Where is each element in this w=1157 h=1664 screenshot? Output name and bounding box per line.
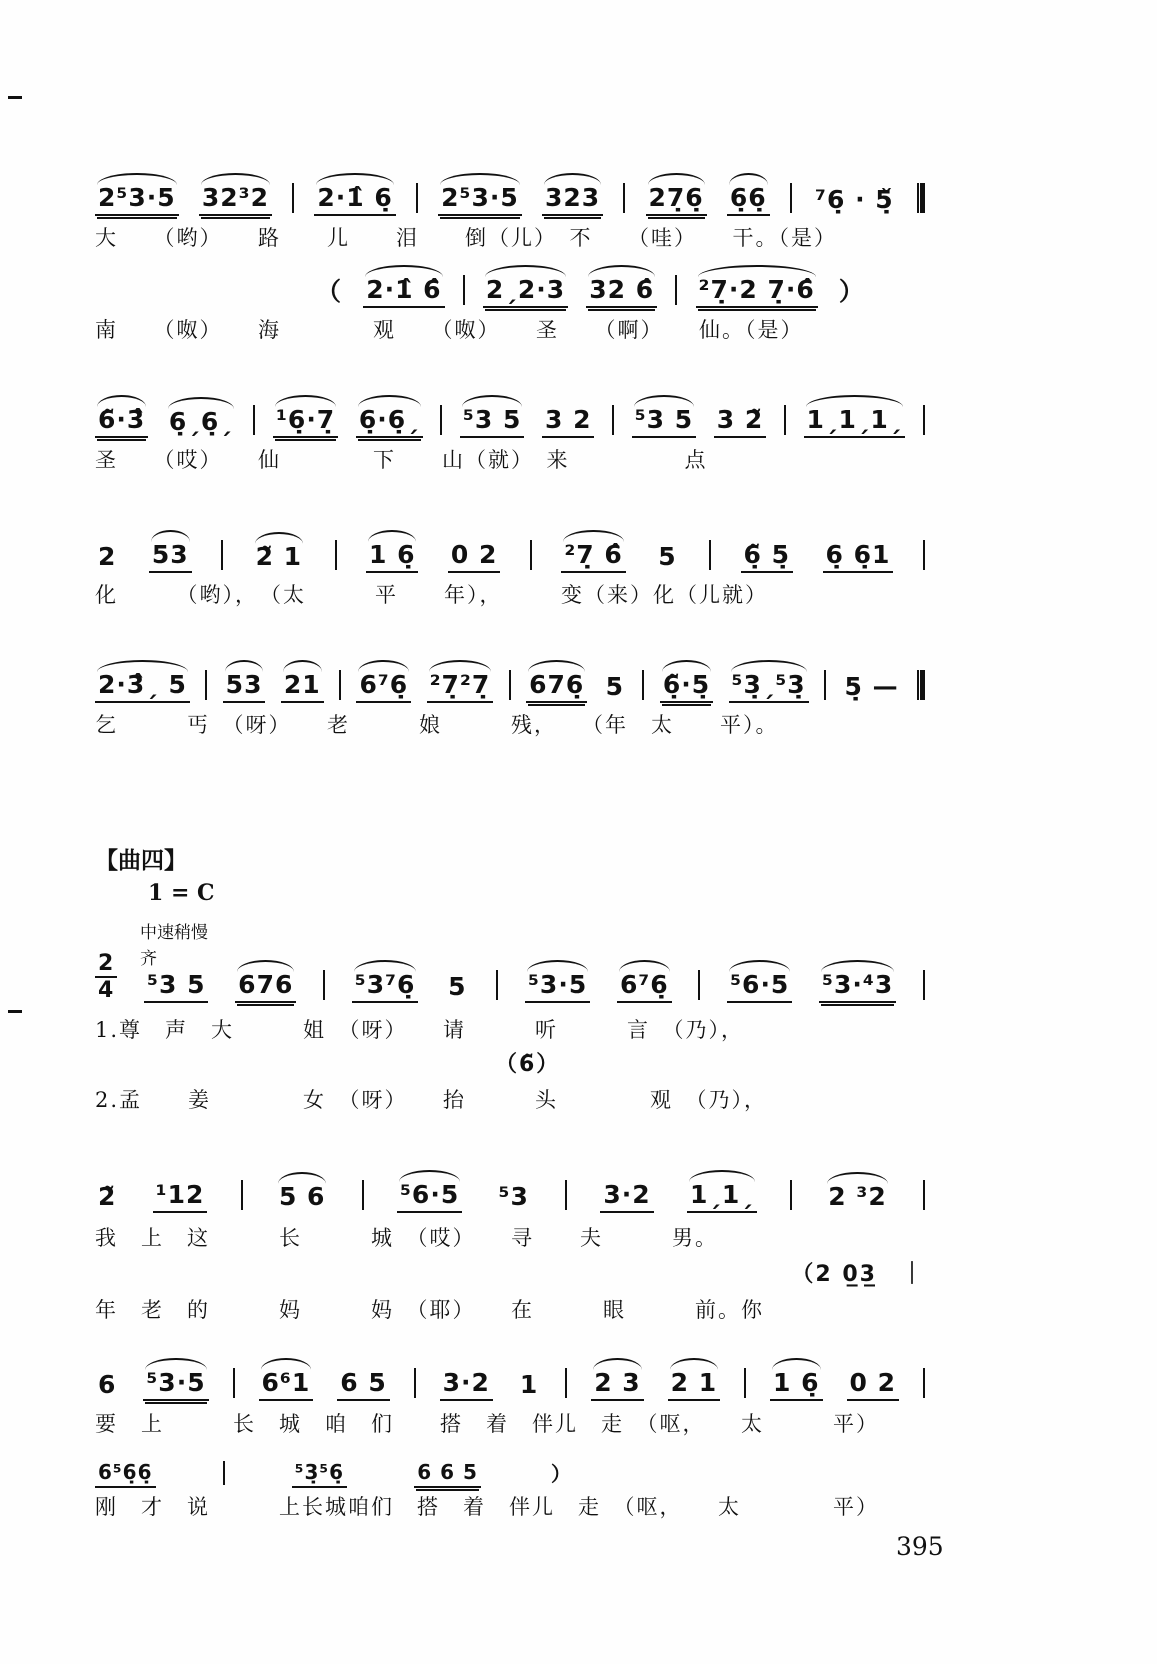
- final-barline: [917, 670, 925, 700]
- notes-row: [95, 950, 925, 1003]
- barline: [824, 670, 826, 700]
- barline: [784, 405, 786, 435]
- note-group: 32³2: [199, 185, 272, 216]
- note-group: 1ˏ1ˏ1ˏ: [804, 407, 906, 438]
- note-group: 6⁶1: [259, 1370, 314, 1401]
- note-group: 323: [542, 185, 603, 216]
- lyric-line: 2.孟 姜 女 （呀） 抬 头 观 （乃），: [95, 1087, 768, 1112]
- barline: [623, 183, 625, 213]
- barline: [790, 1180, 792, 1210]
- music-system-9: [95, 1452, 925, 1520]
- note-group: 21: [281, 672, 324, 703]
- note-group: 6̣6̣: [727, 185, 770, 216]
- barline: [253, 405, 255, 435]
- ensemble-marking: 齐: [140, 949, 157, 969]
- margin-tick: [8, 1010, 22, 1013]
- note-group: 2̃ 1: [253, 544, 306, 573]
- note-group: ¹12: [153, 1182, 208, 1213]
- note-group: 3·2: [600, 1182, 653, 1213]
- note-group: 2 ³2: [825, 1184, 889, 1213]
- note-group: 1ˏ1ˏ: [687, 1182, 757, 1213]
- note-group: 2⁵3·5: [438, 185, 522, 216]
- note-group: 2·1̂ 6̣: [314, 185, 395, 216]
- music-system-5: [95, 657, 925, 738]
- note-group: 53: [149, 542, 192, 573]
- note-group: 2·1̂ 6̂: [363, 277, 444, 308]
- note-group: 6̣̃ 5̣: [741, 542, 794, 573]
- note-group: 676: [235, 972, 296, 1003]
- note-group: ⁵3·⁴3: [819, 972, 896, 1003]
- note-group: 6̃·3̂: [95, 407, 148, 438]
- note-group: 5: [658, 542, 677, 571]
- note-group: ⁵3·5: [525, 972, 590, 1003]
- note-group: 2: [98, 542, 117, 571]
- note-group: 6̣ 6̣1: [823, 542, 894, 573]
- note-group: 3 2̃: [714, 407, 767, 438]
- barline: [565, 1368, 567, 1398]
- note-group: 1 6̣: [366, 542, 419, 573]
- barline: [223, 1461, 225, 1485]
- note-group: ⁵3 5: [460, 407, 524, 438]
- barline: [496, 970, 498, 1000]
- note-group: 6⁷6̣: [356, 672, 411, 703]
- key-signature: 1 = C: [148, 880, 215, 906]
- note-group: 27̣6̣: [646, 185, 707, 216]
- note-group: 5 6: [276, 1184, 329, 1213]
- note-group: 2ˏ2·3: [483, 277, 568, 308]
- barline: [416, 183, 418, 213]
- time-signature: [95, 952, 117, 1002]
- notes-row: [95, 527, 925, 573]
- note-group: 6̣ˏ6̣ˏ: [166, 409, 236, 438]
- barline: [414, 1368, 416, 1398]
- barline: [565, 1180, 567, 1210]
- note-group: ⁵6·5: [727, 972, 792, 1003]
- margin-tick: [8, 96, 22, 99]
- page-number: 395: [896, 1532, 944, 1561]
- note-group: ）: [551, 1462, 572, 1486]
- note-group: 6: [98, 1370, 117, 1399]
- barline: [923, 1368, 925, 1398]
- time-signature-bottom: 4: [98, 977, 115, 1003]
- lyric-line: 南 （呶） 海 观 （呶） 圣 （啊） 仙。（是）: [95, 318, 804, 342]
- note-group: 676̣: [526, 672, 587, 703]
- note-group: ⁵3 5: [144, 972, 208, 1003]
- barline: [221, 540, 223, 570]
- barline: [923, 1180, 925, 1210]
- note-group: 5̣ —: [844, 672, 899, 701]
- music-system-7: [95, 1167, 925, 1323]
- barline: [335, 540, 337, 570]
- barline: [923, 540, 925, 570]
- note-group: ⁵6·5: [397, 1182, 462, 1213]
- tempo-marking: 中速稍慢: [140, 923, 208, 943]
- final-barline: [917, 183, 925, 213]
- barline: [241, 1180, 243, 1210]
- note-group: ¹6̣·7̣: [273, 407, 338, 438]
- barline: [709, 540, 711, 570]
- lyric-line: 大 （哟） 路 儿 泪 倒（儿） 不 （哇） 干。（是）: [95, 226, 837, 250]
- note-group: 5: [605, 672, 625, 701]
- note-group: 3·2: [440, 1370, 493, 1401]
- lyric-line: 乞 丐 （呀） 老 娘 残， （年 太 平）。: [95, 713, 779, 737]
- note-group: 6⁵6̣6̣: [95, 1462, 156, 1488]
- lyric-line: 圣 （哎） 仙 下 山（就） 来 点: [95, 448, 708, 472]
- notes-row: [95, 392, 925, 438]
- note-group: ⁵3 5: [632, 407, 696, 438]
- lyric-line: （2 0̲3̲ ｜: [791, 1262, 925, 1288]
- notes-row: [95, 1452, 575, 1488]
- note-group: ⁵3: [498, 1182, 529, 1211]
- barline: [612, 405, 614, 435]
- barline: [923, 405, 925, 435]
- note-group: 6 6 5: [414, 1462, 481, 1488]
- note-group: 6 5: [337, 1370, 390, 1401]
- lyric-line: （6̃）: [495, 1052, 561, 1078]
- barline: [463, 275, 465, 305]
- barline: [440, 405, 442, 435]
- note-group: ）: [838, 277, 865, 306]
- note-group: 6̣̃·5̣: [660, 672, 713, 703]
- note-group: 2̃: [98, 1182, 117, 1211]
- music-system-8: [95, 1355, 925, 1437]
- lyric-line: 刚 才 说 上长城咱们 搭 着 伴儿 走 （呕， 太 平）: [95, 1495, 879, 1519]
- barline: [362, 1180, 364, 1210]
- note-group: 0 2: [448, 542, 501, 573]
- music-system-3: [95, 392, 925, 473]
- note-group: （: [316, 277, 343, 306]
- note-group: ⁵3̣ˏ⁵3̣: [729, 672, 809, 703]
- barline: [339, 670, 341, 700]
- music-system-1: [95, 170, 925, 251]
- notes-row: [95, 1355, 925, 1401]
- lyric-line: 1.尊 声 大 姐 （呀） 请 听 言 （乃），: [95, 1018, 745, 1042]
- note-group: 2·3̂ˏ 5: [95, 672, 190, 703]
- note-group: 6⁷6̣: [617, 972, 672, 1003]
- note-group: 2⁵3·5: [95, 185, 179, 216]
- lyric-line: 我 上 这 长 城 （哎） 寻 夫 男。: [95, 1226, 718, 1250]
- note-group: 2 3: [591, 1370, 644, 1401]
- barline: [205, 670, 207, 700]
- note-group: 2 1: [668, 1370, 721, 1401]
- music-system-6: [95, 950, 925, 1113]
- notes-row: [95, 657, 925, 703]
- lyric-line: 要 上 长 城 咱 们 搭 着 伴儿 走 （呕， 太 平）: [95, 1412, 879, 1436]
- notes-row: [95, 170, 925, 216]
- barline: [509, 670, 511, 700]
- note-group: 3 2: [542, 407, 595, 438]
- note-group: 53: [223, 672, 266, 703]
- note-group: 5: [448, 972, 467, 1001]
- note-group: 6̣·6̣ˏ: [356, 407, 423, 438]
- note-group: ⁷6̣ · 5̣̌: [815, 185, 894, 214]
- music-system-4: [95, 527, 925, 608]
- note-group: ²7̣·2 7̣·6̂: [696, 277, 818, 308]
- note-group: ⁵3·5: [143, 1370, 208, 1401]
- notes-row: [313, 262, 868, 308]
- barline: [530, 540, 532, 570]
- barline: [292, 183, 294, 213]
- music-system-2: [95, 262, 925, 343]
- lyric-line: 化 （哟）， （太 平 年）， 变（来）化（儿就）: [95, 583, 768, 607]
- lyric-line: 年 老 的 妈 妈 （耶） 在 眼 前。你: [95, 1297, 764, 1322]
- note-group: ²7̣ 6̂: [561, 542, 625, 573]
- note-group: 1: [519, 1370, 539, 1399]
- barline: [698, 970, 700, 1000]
- note-group: 1 6̣: [770, 1370, 823, 1401]
- note-group: ²7̣²7̣: [427, 672, 494, 703]
- barline: [642, 670, 644, 700]
- barline: [790, 183, 792, 213]
- note-group: ⁵3̣⁵6̣: [292, 1462, 347, 1488]
- barline: [923, 970, 925, 1000]
- barline: [744, 1368, 746, 1398]
- barline: [675, 275, 677, 305]
- barline: [323, 970, 325, 1000]
- notes-row: [95, 1167, 925, 1213]
- note-group: 32 6̂: [586, 277, 657, 308]
- time-signature-top: 2: [95, 952, 117, 978]
- note-group: ⁵3⁷6̣: [352, 972, 419, 1003]
- section-marker: 【曲四】: [95, 847, 187, 874]
- note-group: 0 2: [847, 1370, 900, 1401]
- barline: [233, 1368, 235, 1398]
